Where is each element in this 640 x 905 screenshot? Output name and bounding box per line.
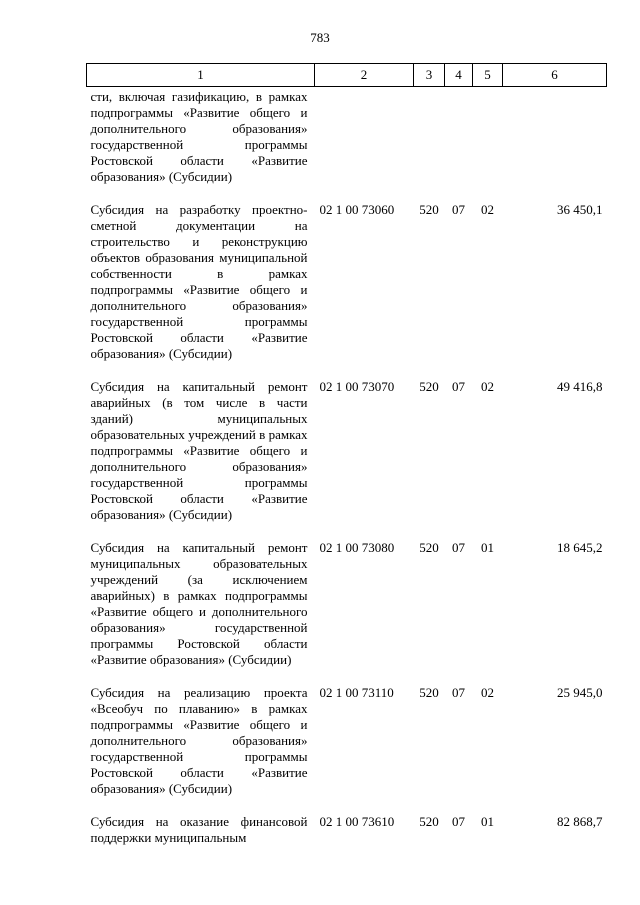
row-amount: 82 868,7 bbox=[557, 814, 603, 829]
row-description: Субсидия на реализацию проекта «Всеобуч по плаванию» в рамках подпрограммы «Развитие общего и дополнительного образования» государственной программы Ростовской области «Развитие образования» (Субсидии) bbox=[90, 685, 308, 796]
row-subsection: 01 bbox=[481, 814, 494, 829]
page-number: 783 bbox=[310, 30, 330, 45]
row-subsection bbox=[473, 87, 503, 203]
table-row bbox=[87, 685, 607, 814]
row-type-code: 520 bbox=[419, 685, 439, 700]
row-code: 02 1 00 73070 bbox=[319, 379, 395, 394]
row-amount: 18 645,2 bbox=[557, 540, 603, 555]
row-description: Субсидия на капитальный ремонт муниципальных образовательных учреждений (за исключением аварийных) в рамках подпрограммы «Развитие общего и дополнительного образования» государственной программы Ростовской области «Развитие образования» (Субсидии) bbox=[90, 540, 308, 667]
row-subsection: 01 bbox=[481, 540, 494, 555]
row-section: 07 bbox=[452, 202, 465, 217]
row-description: сти, включая газификацию, в рамках подпрограммы «Развитие общего и дополнительного образования» государственной программы Ростовской области «Развитие образования» (Субсидии) bbox=[90, 89, 308, 184]
row-section: 07 bbox=[452, 379, 465, 394]
row-type-code: 520 bbox=[419, 202, 439, 217]
row-section: 07 bbox=[452, 685, 465, 700]
row-section bbox=[445, 87, 473, 203]
row-section: 07 bbox=[452, 814, 465, 829]
column-header: 4 bbox=[445, 64, 473, 87]
row-code bbox=[315, 87, 414, 203]
column-header: 2 bbox=[315, 64, 414, 87]
column-header: 3 bbox=[414, 64, 445, 87]
row-amount bbox=[503, 87, 607, 203]
row-code: 02 1 00 73610 bbox=[319, 814, 395, 829]
table-row bbox=[87, 87, 607, 203]
row-type-code: 520 bbox=[419, 814, 439, 829]
row-code: 02 1 00 73110 bbox=[319, 685, 394, 700]
table-row bbox=[87, 202, 607, 379]
row-description: Субсидия на капитальный ремонт аварийных (в том числе в части зданий) муниципальных образовательных учреждений в рамках подпрограммы «Развитие общего и дополнительного образования» государственной программы Ростовской области «Развитие образования» (Субсидии) bbox=[90, 379, 308, 522]
row-amount: 49 416,8 bbox=[557, 379, 603, 394]
row-section: 07 bbox=[452, 540, 465, 555]
row-subsection: 02 bbox=[481, 379, 494, 394]
table-row bbox=[87, 379, 607, 540]
column-header: 1 bbox=[87, 64, 315, 87]
table-row bbox=[87, 814, 607, 863]
column-header: 6 bbox=[503, 64, 607, 87]
row-code: 02 1 00 73060 bbox=[319, 202, 395, 217]
row-type-code: 520 bbox=[419, 379, 439, 394]
row-subsection: 02 bbox=[481, 202, 494, 217]
row-code: 02 1 00 73080 bbox=[319, 540, 395, 555]
table-header-row bbox=[87, 64, 607, 87]
row-description: Субсидия на оказание финансовой поддержки муниципальным bbox=[90, 814, 308, 845]
row-type-code: 520 bbox=[419, 540, 439, 555]
row-type-code bbox=[414, 87, 445, 203]
row-amount: 25 945,0 bbox=[557, 685, 603, 700]
budget-table bbox=[86, 63, 607, 863]
column-header: 5 bbox=[473, 64, 503, 87]
row-amount: 36 450,1 bbox=[557, 202, 603, 217]
table-row bbox=[87, 540, 607, 685]
row-description: Субсидия на разработку проектно-сметной документации на строительство и реконструкцию объектов образования муниципальной собственности в рамках подпрограммы «Развитие общего и дополнительного образования» государственной программы Ростовской области «Развитие образования» (Субсидии) bbox=[90, 202, 308, 361]
row-subsection: 02 bbox=[481, 685, 494, 700]
